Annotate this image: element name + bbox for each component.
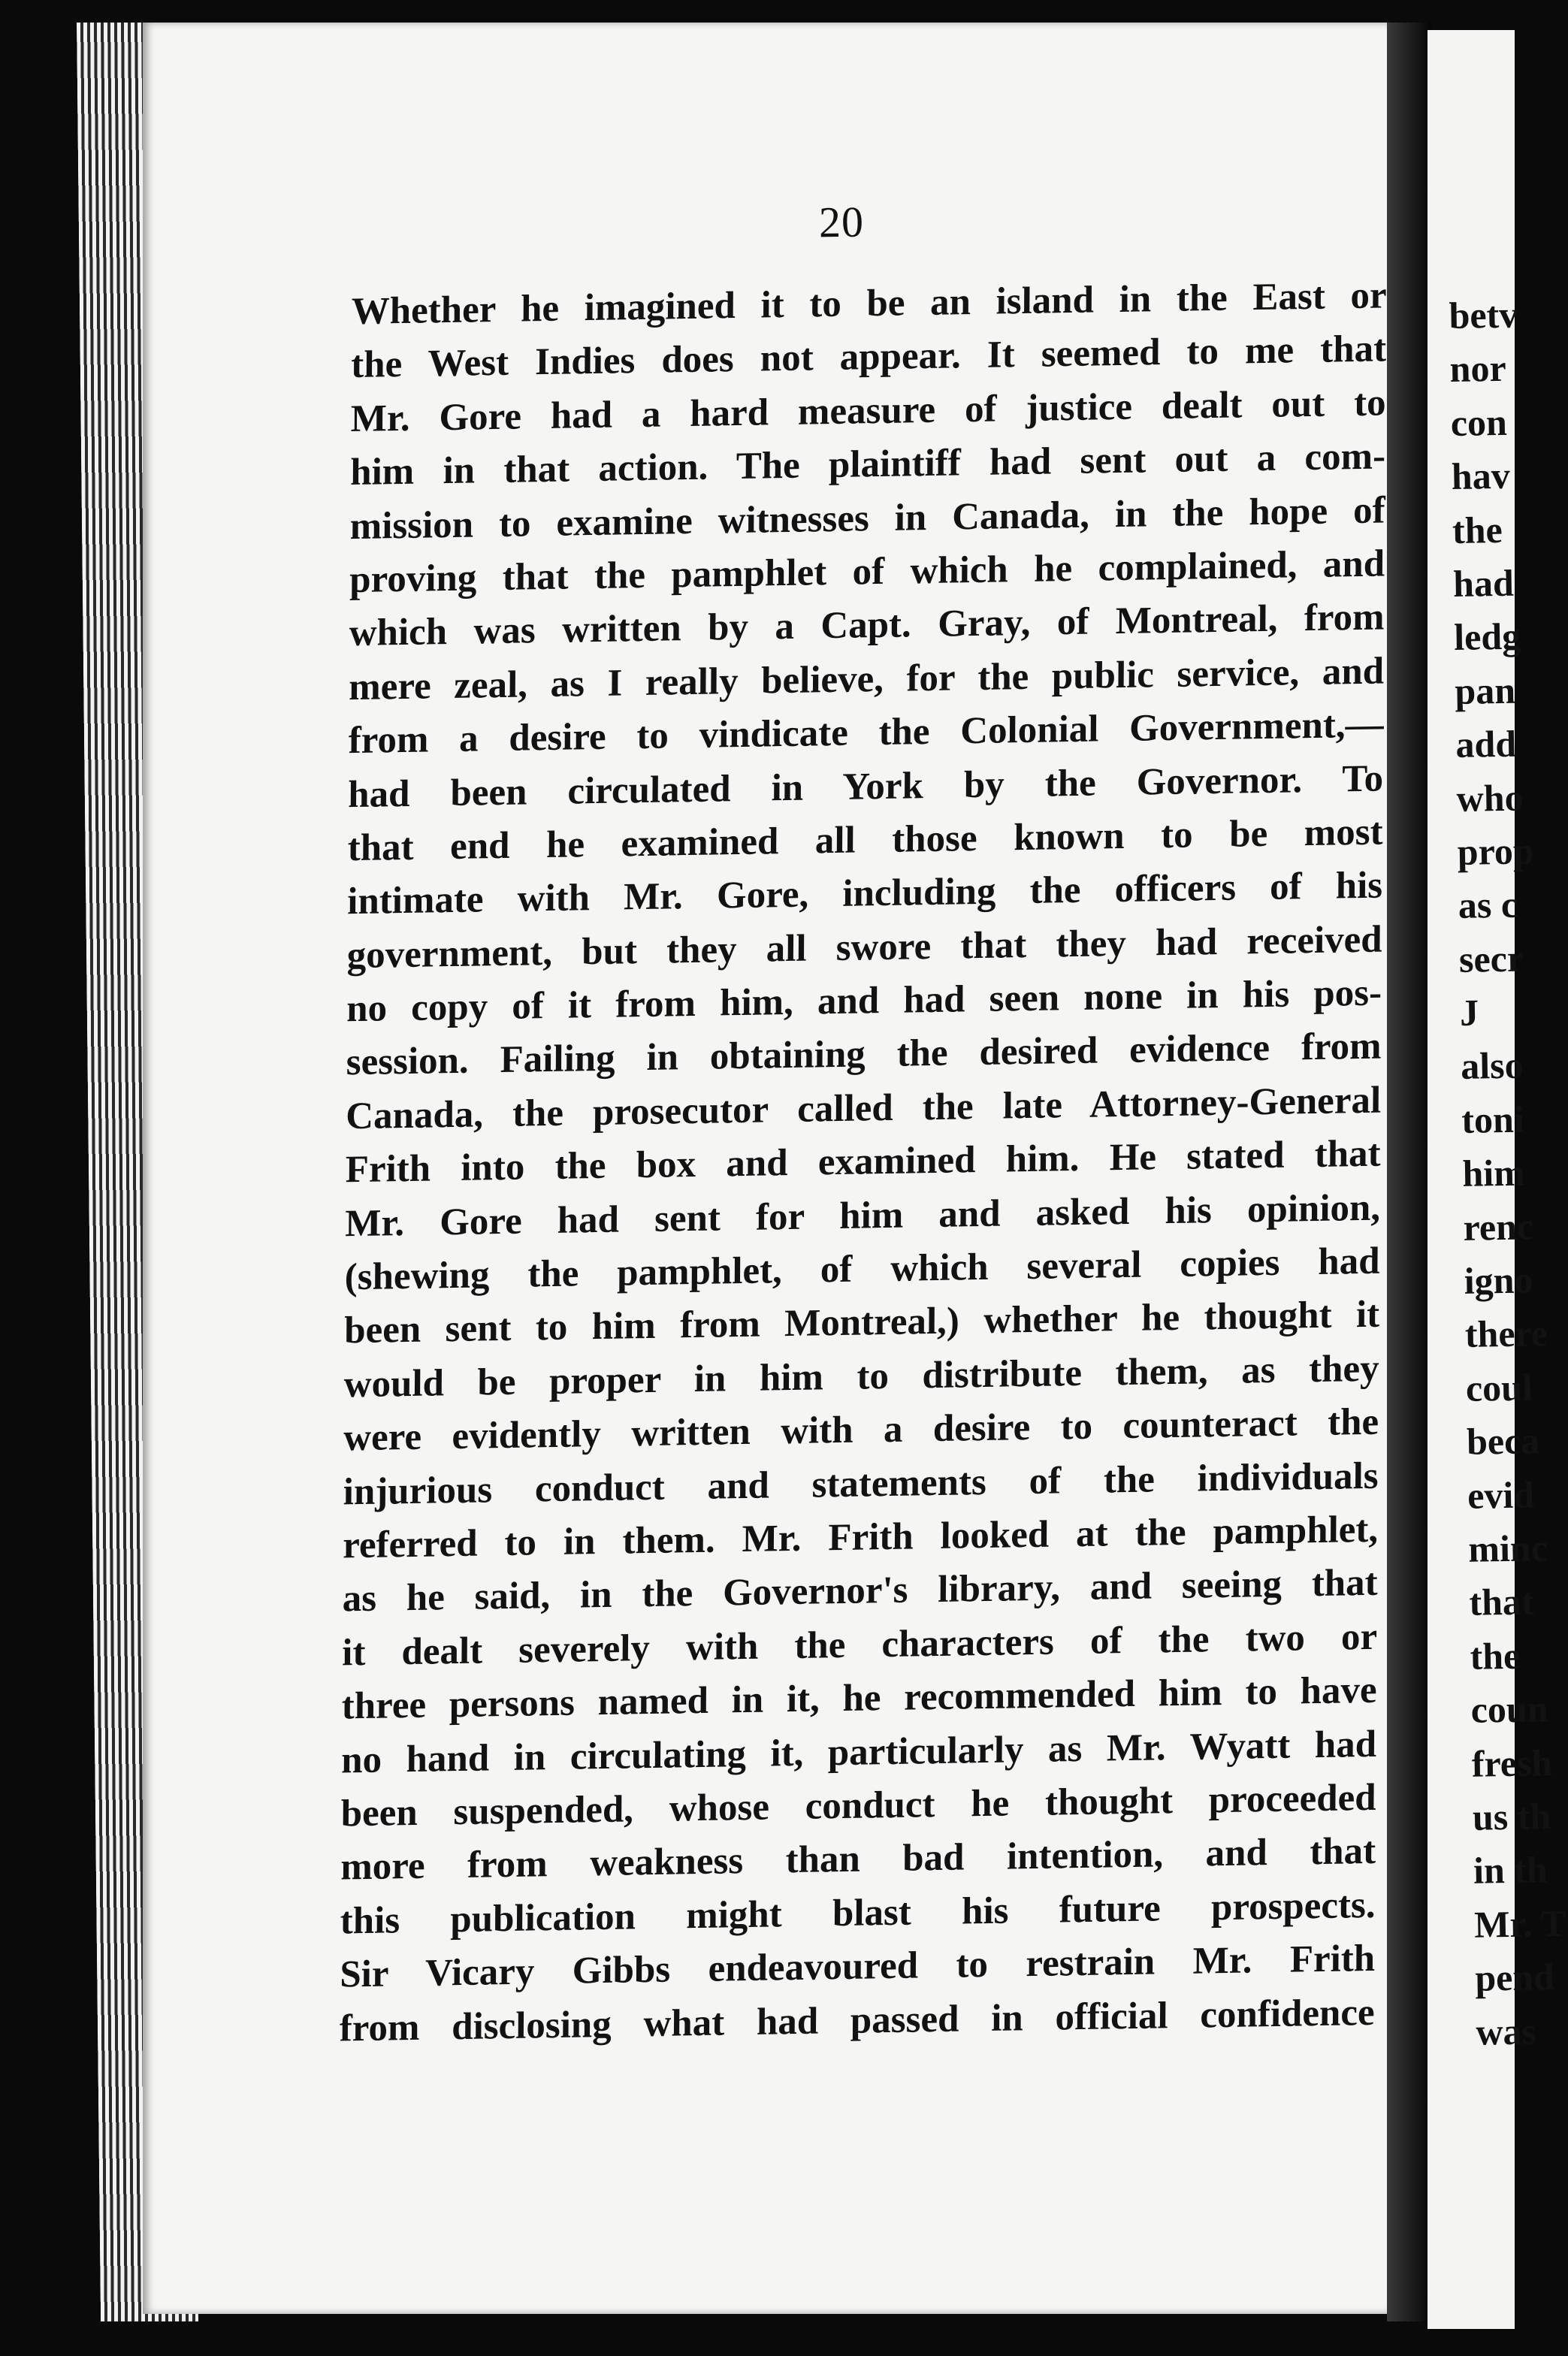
facing-page-line: us th <box>1472 1795 1551 1838</box>
facing-page-line: fresh <box>1471 1741 1553 1785</box>
text-line: more from weakness than bad intention, and that <box>340 1830 1376 1889</box>
page-number: 20 <box>818 197 865 247</box>
facing-page-line: betv <box>1449 293 1518 337</box>
text-line: Sir Vicary Gibbs endeavoured to restrain Mr. Frith <box>340 1937 1376 1996</box>
text-line: injurious conduct and statements of the individuals <box>343 1454 1379 1513</box>
facing-page-line: that <box>1469 1580 1535 1624</box>
facing-page-line: was <box>1475 2009 1537 2053</box>
facing-page-line: Mr. T <box>1473 1901 1566 1946</box>
text-line: Canada, the prosecutor called the late Attorney-General <box>346 1079 1382 1138</box>
text-line: it dealt severely with the characters of the two or <box>342 1615 1378 1675</box>
facing-page-line: nor <box>1449 347 1507 391</box>
text-line: the West Indies does not appear. It seemed to me that <box>351 328 1387 387</box>
facing-page-line: in th <box>1473 1848 1548 1892</box>
text-line: mission to examine witnesses in Canada, in the hope of <box>349 488 1385 548</box>
text-line: were evidently written with a desire to counteract the <box>343 1400 1379 1460</box>
text-line: proving that the pamphlet of which he complained, and <box>349 542 1385 602</box>
text-line: from disclosing what had passed in official confidence <box>339 1991 1375 2050</box>
facing-page-line: pend <box>1474 1956 1555 1999</box>
facing-page-line: pan <box>1454 669 1516 712</box>
text-line: session. Failing in obtaining the desired evidence from <box>346 1025 1382 1084</box>
facing-page-line: coul <box>1465 1366 1533 1409</box>
text-line: him in that action. The plaintiff had sent out a com- <box>350 435 1386 494</box>
facing-page-line: hav <box>1451 454 1511 498</box>
text-line: been suspended, whose conduct he thought proceeded <box>340 1776 1376 1835</box>
facing-page-line: secr <box>1458 937 1524 980</box>
facing-page-line: J <box>1459 991 1479 1034</box>
text-line: Whether he imagined it to be an island in the East or <box>351 274 1387 334</box>
facing-page-line: con <box>1450 400 1508 444</box>
book-gutter <box>1387 23 1432 2321</box>
text-line: government, but they all swore that they had received <box>346 918 1382 977</box>
facing-page-line: beca <box>1466 1419 1540 1463</box>
facing-page-line: add <box>1455 722 1517 766</box>
text-line: referred to in them. Mr. Frith looked at the pamphlet, <box>343 1508 1379 1567</box>
text-line: had been circulated in York by the Governor. To <box>348 757 1384 816</box>
text-line: (shewing the pamphlet, of which several copies had <box>344 1240 1380 1299</box>
text-line: intimate with Mr. Gore, including the officers of his <box>347 864 1383 923</box>
facing-page-line: the <box>1452 508 1503 551</box>
facing-page-line: toni <box>1461 1098 1525 1141</box>
body-text <box>340 269 1387 2055</box>
facing-page-line: igno <box>1464 1258 1533 1302</box>
text-line: that end he examined all those known to be most <box>347 811 1383 870</box>
text-line: which was written by a Capt. Gray, of Montreal, from <box>349 596 1385 655</box>
facing-page-line: him <box>1462 1151 1526 1195</box>
text-line: as he said, in the Governor's library, and seeing that <box>342 1562 1378 1621</box>
text-line: Frith into the box and examined him. He stated that <box>345 1132 1381 1192</box>
facing-page-line: coun <box>1470 1687 1548 1731</box>
text-line: mere zeal, as I really believe, for the public service, and <box>349 650 1385 708</box>
text-line: this publication might blast his future prospects. <box>340 1883 1376 1943</box>
facing-page-line: the <box>1470 1634 1521 1678</box>
facing-page-line: as c <box>1458 883 1518 927</box>
facing-page-line: prop <box>1457 829 1535 873</box>
facing-page-line: had <box>1452 561 1515 605</box>
text-line: Mr. Gore had sent for him and asked his opinion, <box>345 1186 1381 1245</box>
facing-page-line: who <box>1456 776 1524 820</box>
text-line: no hand in circulating it, particularly as Mr. Wyatt had <box>341 1723 1377 1782</box>
text-line: would be proper in him to distribute them, as they <box>343 1347 1379 1406</box>
text-line: been sent to him from Montreal,) whether he thought it <box>344 1294 1380 1352</box>
text-line: three persons named in it, he recommended him to have <box>341 1669 1377 1728</box>
facing-page-line: minc <box>1467 1527 1548 1570</box>
facing-page-line: also <box>1460 1044 1524 1088</box>
facing-page-line: evid <box>1467 1473 1535 1517</box>
text-line: Mr. Gore had a hard measure of justice dealt out to <box>350 382 1386 440</box>
facing-page-line: there <box>1464 1312 1548 1356</box>
text-line: from a desire to vindicate the Colonial Government,— <box>348 703 1384 763</box>
facing-page-line: ledg <box>1453 615 1521 659</box>
facing-page-line: renc <box>1463 1205 1534 1249</box>
text-line: no copy of it from him, and had seen none in his pos- <box>346 971 1382 1031</box>
